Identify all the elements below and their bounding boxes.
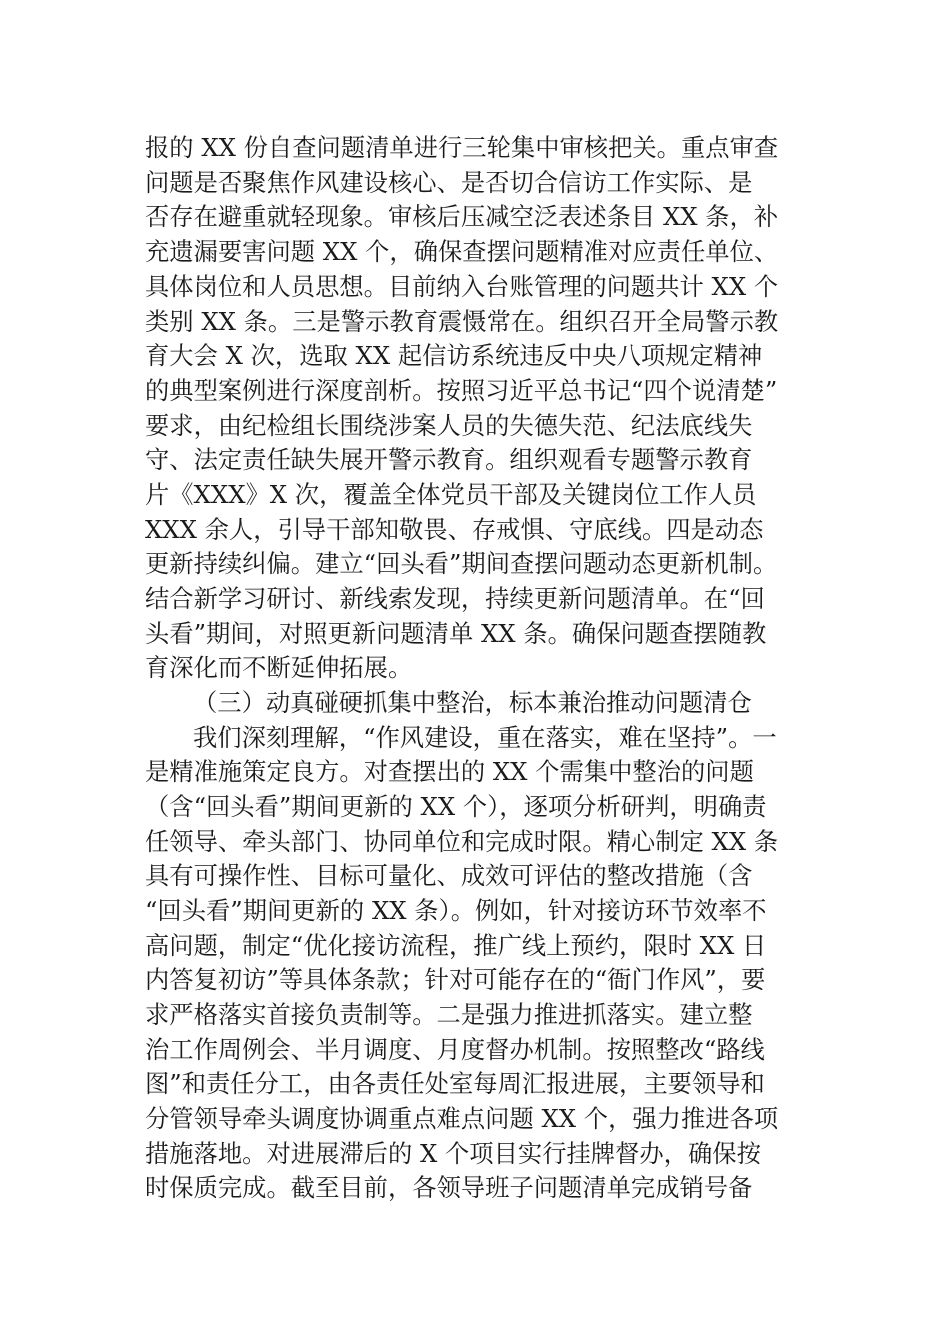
text-line: 内答复初访”等具体条款；针对可能存在的“衙门作风”，要 bbox=[145, 965, 766, 994]
text-line: 时保质完成。截至目前，各领导班子问题清单完成销号备 bbox=[145, 1173, 753, 1202]
text-line: 图”和责任分工，由各责任处室每周汇报进展，主要领导和 bbox=[145, 1069, 765, 1098]
text-line: 育深化而不断延伸拓展。 bbox=[145, 653, 413, 682]
text-line: 更新持续纠偏。建立“回头看”期间查摆问题动态更新机制。 bbox=[145, 549, 778, 578]
text-line: 高问题，制定“优化接访流程，推广线上预约，限时 XX 日 bbox=[145, 931, 767, 960]
text-line: 守、法定责任缺失展开警示教育。组织观看专题警示教育 bbox=[145, 445, 753, 474]
text-line: 类别 XX 条。三是警示教育震慑常在。组织召开全局警示教 bbox=[145, 307, 779, 336]
text-line: 分管领导牵头调度协调重点难点问题 XX 个，强力推进各项 bbox=[145, 1104, 779, 1133]
text-line: （含“回头看”期间更新的 XX 个），逐项分析研判，明确责 bbox=[145, 792, 767, 821]
text-line: 措施落地。对进展滞后的 X 个项目实行挂牌督办，确保按 bbox=[145, 1139, 761, 1168]
text-line: “回头看”期间更新的 XX 条）。例如，针对接访环节效率不 bbox=[145, 896, 767, 925]
text-line: 结合新学习研讨、新线索发现，持续更新问题清单。在“回 bbox=[145, 584, 765, 613]
text-line: 要求，由纪检组长围绕涉案人员的失德失范、纪法底线失 bbox=[145, 411, 753, 440]
text-line: 片《XXX》X 次，覆盖全体党员干部及关键岗位工作人员 bbox=[145, 480, 757, 509]
text-line: 的典型案例进行深度剖析。按照习近平总书记“四个说清楚” bbox=[145, 376, 778, 405]
text-line: 是精准施策定良方。对查摆出的 XX 个需集中整治的问题 bbox=[145, 757, 754, 786]
text-line: XXX 余人，引导干部知敬畏、存戒惧、守底线。四是动态 bbox=[145, 515, 764, 544]
text-line: 具有可操作性、目标可量化、成效可评估的整改措施（含 bbox=[145, 861, 753, 890]
text-line: 问题是否聚焦作风建设核心、是否切合信访工作实际、是 bbox=[145, 168, 753, 197]
text-line: 头看”期间，对照更新问题清单 XX 条。确保问题查摆随教 bbox=[145, 619, 767, 648]
section-heading: （三）动真碰硬抓集中整治，标本兼治推动问题清仓 bbox=[193, 688, 752, 717]
text-line: 育大会 X 次，选取 XX 起信访系统违反中央八项规定精神 bbox=[145, 341, 763, 370]
text-line: 治工作周例会、半月调度、月度督办机制。按照整改“路线 bbox=[145, 1035, 765, 1064]
text-line: 否存在避重就轻现象。审核后压减空泛表述条目 XX 条，补 bbox=[145, 202, 779, 231]
text-line: 充遗漏要害问题 XX 个，确保查摆问题精准对应责任单位、 bbox=[145, 237, 779, 266]
text-line: 具体岗位和人员思想。目前纳入台账管理的问题共计 XX 个 bbox=[145, 272, 779, 301]
text-line: 任领导、牵头部门、协同单位和完成时限。精心制定 XX 条 bbox=[145, 827, 779, 856]
text-line: 求严格落实首接负责制等。二是强力推进抓落实。建立整 bbox=[145, 1000, 753, 1029]
text-line: 我们深刻理解，“作风建设，重在落实，难在坚持”。一 bbox=[193, 723, 777, 752]
text-line: 报的 XX 份自查问题清单进行三轮集中审核把关。重点审查 bbox=[145, 133, 779, 162]
